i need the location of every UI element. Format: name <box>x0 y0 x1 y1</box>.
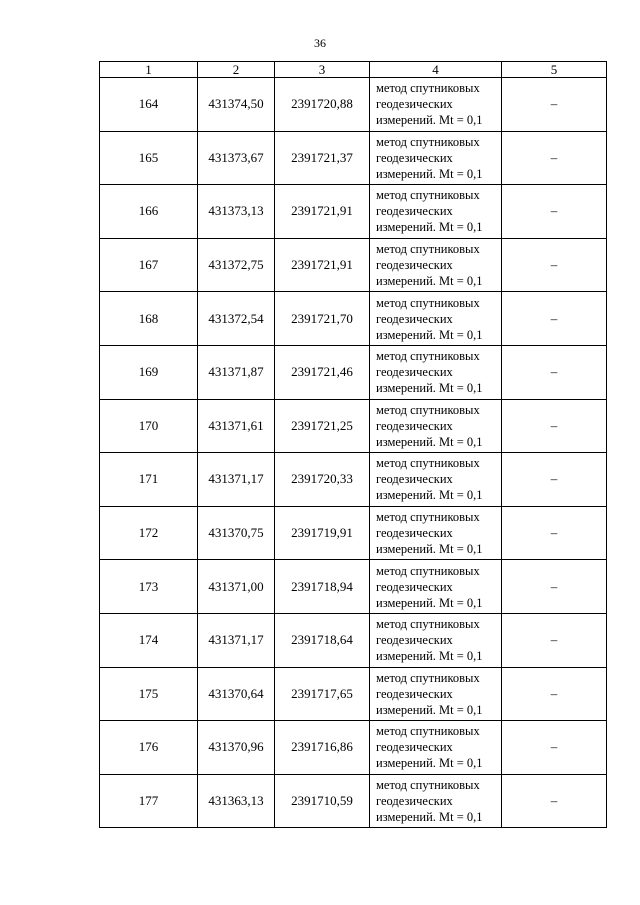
method-line: измерений. Mt = 0,1 <box>376 381 483 396</box>
method-line: измерений. Mt = 0,1 <box>376 810 483 825</box>
x-coordinate-cell: 431373,13 <box>198 185 275 239</box>
method-line: метод спутниковых <box>376 295 480 310</box>
y-coordinate-cell: 2391721,91 <box>275 238 370 292</box>
method-line: метод спутниковых <box>376 724 480 739</box>
point-number-cell: 174 <box>100 613 198 667</box>
table-row <box>100 667 607 721</box>
y-coordinate-cell: 2391719,91 <box>275 506 370 560</box>
method-line: геодезических <box>376 150 453 165</box>
method-line: геодезических <box>376 794 453 809</box>
note-cell: – <box>502 453 607 507</box>
method-line: метод спутниковых <box>376 134 480 149</box>
method-line: измерений. Mt = 0,1 <box>376 274 483 289</box>
point-number-cell: 168 <box>100 292 198 346</box>
note-cell: – <box>502 292 607 346</box>
y-coordinate-cell: 2391721,91 <box>275 185 370 239</box>
method-line: измерений. Mt = 0,1 <box>376 488 483 503</box>
note-cell: – <box>502 399 607 453</box>
table-row <box>100 774 607 828</box>
method-line: измерений. Mt = 0,1 <box>376 113 483 128</box>
method-cell <box>370 78 502 132</box>
note-cell: – <box>502 613 607 667</box>
method-cell <box>370 453 502 507</box>
x-coordinate-cell: 431372,75 <box>198 238 275 292</box>
y-coordinate-cell: 2391721,46 <box>275 345 370 399</box>
method-line: метод спутниковых <box>376 242 480 257</box>
y-coordinate-cell: 2391718,64 <box>275 613 370 667</box>
method-line: геодезических <box>376 311 453 326</box>
point-number-cell: 171 <box>100 453 198 507</box>
method-line: геодезических <box>376 97 453 112</box>
point-number-cell: 165 <box>100 131 198 185</box>
table-row <box>100 292 607 346</box>
y-coordinate-cell: 2391717,65 <box>275 667 370 721</box>
y-coordinate-cell: 2391710,59 <box>275 774 370 828</box>
method-line: измерений. Mt = 0,1 <box>376 649 483 664</box>
point-number-cell: 166 <box>100 185 198 239</box>
method-cell <box>370 721 502 775</box>
method-line: метод спутниковых <box>376 670 480 685</box>
table-row <box>100 453 607 507</box>
note-cell: – <box>502 667 607 721</box>
x-coordinate-cell: 431374,50 <box>198 78 275 132</box>
table-row <box>100 345 607 399</box>
page-number: 36 <box>314 36 326 50</box>
table-row <box>100 721 607 775</box>
method-cell <box>370 667 502 721</box>
column-header: 1 <box>100 62 198 78</box>
method-cell <box>370 560 502 614</box>
method-line: метод спутниковых <box>376 81 480 96</box>
column-header: 5 <box>502 62 607 78</box>
y-coordinate-cell: 2391721,37 <box>275 131 370 185</box>
column-header: 3 <box>275 62 370 78</box>
method-line: геодезических <box>376 579 453 594</box>
method-cell <box>370 399 502 453</box>
note-cell: – <box>502 185 607 239</box>
x-coordinate-cell: 431371,00 <box>198 560 275 614</box>
y-coordinate-cell: 2391716,86 <box>275 721 370 775</box>
note-cell: – <box>502 506 607 560</box>
method-line: метод спутниковых <box>376 510 480 525</box>
method-line: метод спутниковых <box>376 617 480 632</box>
table-row <box>100 399 607 453</box>
method-cell <box>370 506 502 560</box>
method-line: измерений. Mt = 0,1 <box>376 220 483 235</box>
note-cell: – <box>502 721 607 775</box>
method-line: измерений. Mt = 0,1 <box>376 542 483 557</box>
table-row <box>100 78 607 132</box>
point-number-cell: 170 <box>100 399 198 453</box>
method-line: геодезических <box>376 472 453 487</box>
coordinates-table <box>99 61 607 828</box>
method-cell <box>370 345 502 399</box>
column-header: 4 <box>370 62 502 78</box>
x-coordinate-cell: 431370,96 <box>198 721 275 775</box>
method-cell <box>370 613 502 667</box>
method-line: измерений. Mt = 0,1 <box>376 756 483 771</box>
table-row <box>100 613 607 667</box>
y-coordinate-cell: 2391720,33 <box>275 453 370 507</box>
method-line: геодезических <box>376 526 453 541</box>
method-line: геодезических <box>376 740 453 755</box>
method-line: геодезических <box>376 258 453 273</box>
x-coordinate-cell: 431371,17 <box>198 613 275 667</box>
method-line: измерений. Mt = 0,1 <box>376 434 483 449</box>
note-cell: – <box>502 78 607 132</box>
x-coordinate-cell: 431371,61 <box>198 399 275 453</box>
x-coordinate-cell: 431370,64 <box>198 667 275 721</box>
method-line: измерений. Mt = 0,1 <box>376 702 483 717</box>
note-cell: – <box>502 131 607 185</box>
table-row <box>100 238 607 292</box>
method-line: геодезических <box>376 204 453 219</box>
column-header: 2 <box>198 62 275 78</box>
method-line: метод спутниковых <box>376 778 480 793</box>
table-row <box>100 560 607 614</box>
x-coordinate-cell: 431363,13 <box>198 774 275 828</box>
method-line: метод спутниковых <box>376 563 480 578</box>
method-line: геодезических <box>376 686 453 701</box>
point-number-cell: 172 <box>100 506 198 560</box>
y-coordinate-cell: 2391721,25 <box>275 399 370 453</box>
method-line: измерений. Mt = 0,1 <box>376 327 483 342</box>
x-coordinate-cell: 431373,67 <box>198 131 275 185</box>
x-coordinate-cell: 431371,17 <box>198 453 275 507</box>
method-cell <box>370 238 502 292</box>
note-cell: – <box>502 238 607 292</box>
point-number-cell: 175 <box>100 667 198 721</box>
method-line: геодезических <box>376 633 453 648</box>
method-line: измерений. Mt = 0,1 <box>376 166 483 181</box>
point-number-cell: 177 <box>100 774 198 828</box>
x-coordinate-cell: 431371,87 <box>198 345 275 399</box>
table-row <box>100 506 607 560</box>
method-cell <box>370 292 502 346</box>
y-coordinate-cell: 2391720,88 <box>275 78 370 132</box>
method-line: метод спутниковых <box>376 402 480 417</box>
y-coordinate-cell: 2391718,94 <box>275 560 370 614</box>
method-line: метод спутниковых <box>376 188 480 203</box>
method-cell <box>370 131 502 185</box>
note-cell: – <box>502 774 607 828</box>
x-coordinate-cell: 431370,75 <box>198 506 275 560</box>
table-row <box>100 185 607 239</box>
point-number-cell: 173 <box>100 560 198 614</box>
method-line: метод спутниковых <box>376 349 480 364</box>
point-number-cell: 169 <box>100 345 198 399</box>
method-line: метод спутниковых <box>376 456 480 471</box>
method-line: геодезических <box>376 418 453 433</box>
table-row <box>100 131 607 185</box>
x-coordinate-cell: 431372,54 <box>198 292 275 346</box>
method-line: геодезических <box>376 365 453 380</box>
table-body <box>100 78 607 828</box>
table-header-row <box>100 62 607 78</box>
note-cell: – <box>502 560 607 614</box>
point-number-cell: 164 <box>100 78 198 132</box>
method-line: измерений. Mt = 0,1 <box>376 595 483 610</box>
method-cell <box>370 185 502 239</box>
note-cell: – <box>502 345 607 399</box>
point-number-cell: 176 <box>100 721 198 775</box>
y-coordinate-cell: 2391721,70 <box>275 292 370 346</box>
point-number-cell: 167 <box>100 238 198 292</box>
method-cell <box>370 774 502 828</box>
